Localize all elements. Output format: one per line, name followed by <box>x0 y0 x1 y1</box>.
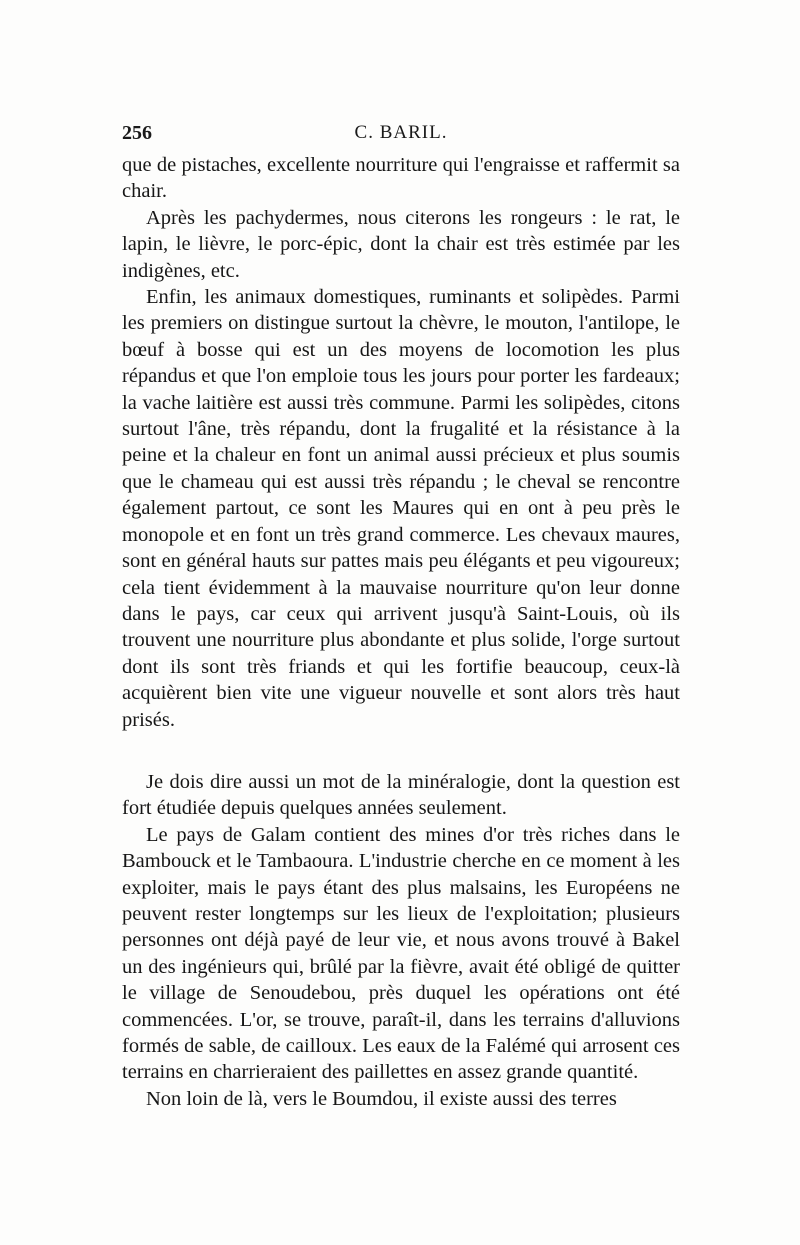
paragraph-animaux-domestiques: Enfin, les animaux domestiques, ruminants et solipèdes. Parmi les premiers on distingue surtout la chèvre, le mouton, l'antilope, le bœuf à bosse qui est un des moyens de locomotion les plus répandus et que l'on emploie tous les jours pour porter les fardeaux; la vache laitière est aussi très commune. Parmi les solipèdes, citons surtout l'âne, très répandu, dont la frugalité et la résistance à la peine et la chaleur en font un animal aussi précieux et plus soumis que le chameau qui est aussi très répandu ; le cheval se rencontre également partout, ce sont les Maures qui en ont à peu près le monopole et en font un très grand commerce. Les chevaux maures, sont en général hauts sur pattes mais peu élégants et peu vigoureux; cela tient évidemment à la mauvaise nourriture qu'on leur donne dans le pays, car ceux qui arrivent jusqu'à Saint-Louis, où ils trouvent une nourriture plus abondante et plus solide, l'orge surtout dont ils sont très friands et qui les fortifie beaucoup, ceux-là acquièrent bien vite une vigueur nouvelle et sont alors très haut prisés. <box>122 286 680 731</box>
page-number: 256 <box>122 122 152 144</box>
paragraph-continuation: que de pistaches, excellente nourriture qui l'engraisse et raffermit sa chair. <box>122 154 680 203</box>
paragraph-rongeurs: Après les pachydermes, nous citerons les rongeurs : le rat, le lapin, le lièvre, le porc-épic, dont la chair est très estimée par les indigènes, etc. <box>122 206 680 282</box>
paragraph-galam: Le pays de Galam contient des mines d'or très riches dans le Bambouck et le Tambaoura. L'industrie cherche en ce moment à les exploiter, mais le pays étant des plus malsains, les Européens ne peuvent rester longtemps sur les lieux de l'exploitation; plusieurs personnes ont déjà payé de leur vie, et nous avons trouvé à Bakel un des ingénieurs qui, brûlé par la fièvre, avait été obligé de quitter le village de Senoudebou, près duquel les opérations ont été commencées. L'or, se trouve, paraît-il, dans les terrains d'alluvions formés de sable, de cailloux. Les eaux de la Falémé qui arrosent ces terrains en charrieraient des paillettes en assez grande quantité. <box>122 823 680 1084</box>
paragraph-boumdou: Non loin de là, vers le Boumdou, il existe aussi des terres <box>146 1087 617 1110</box>
paragraph-mineralogie: Je dois dire aussi un mot de la minéralogie, dont la question est fort étudiée depuis quelques années seulement. <box>122 770 680 820</box>
page-header <box>122 118 680 148</box>
body-text <box>122 152 680 1112</box>
section-break <box>122 733 680 769</box>
running-head: C. BARIL. <box>354 122 448 143</box>
